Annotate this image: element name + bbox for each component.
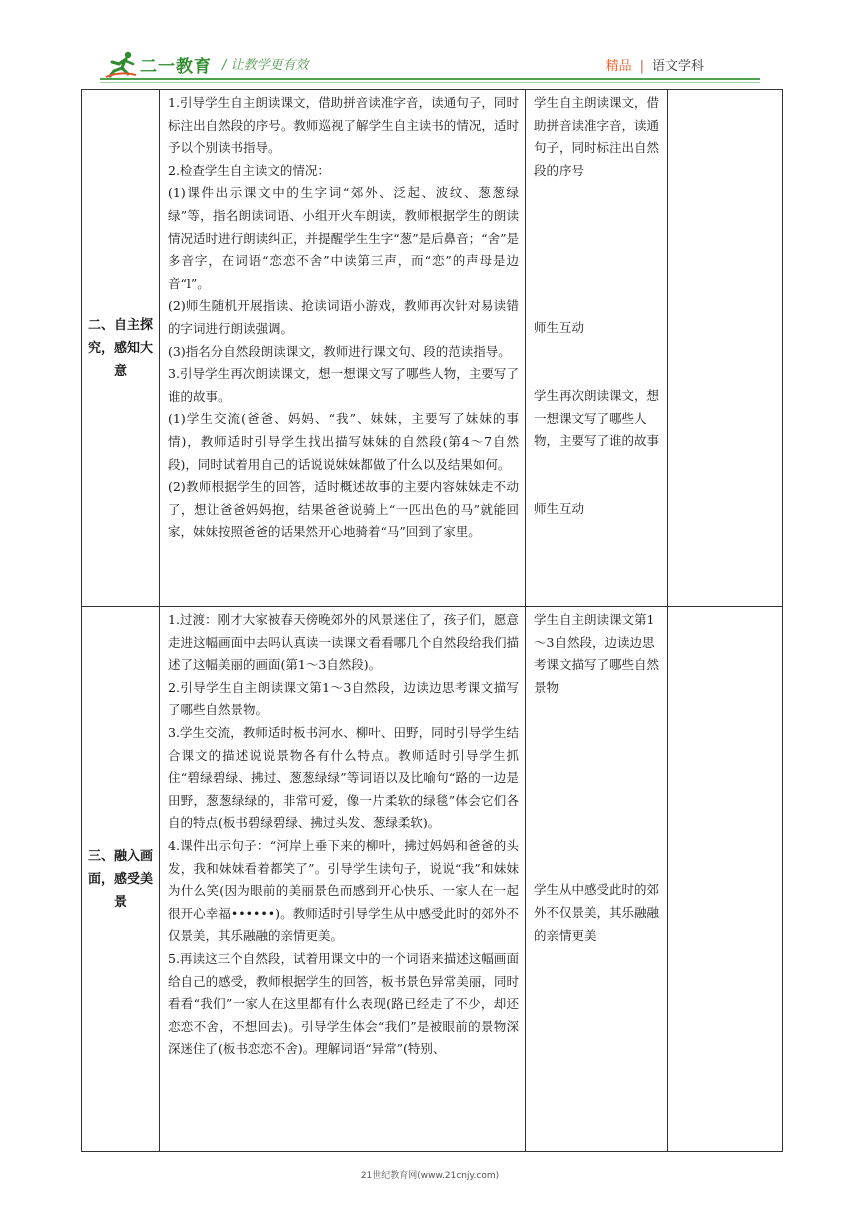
notes-cell: [668, 90, 783, 607]
stage-cell: 二、自主探究，感知大意: [82, 90, 160, 607]
notes-cell: [668, 607, 783, 1152]
teacher-step: (2)教师根据学生的回答，适时概述故事的主要内容妹妹走不动了，想让爸爸妈妈抱，结果爸爸说骑上“一匹出色的马”就能回家，妹妹按照爸爸的话果然开心地骑着“马”回到了家里。: [168, 479, 519, 540]
table-row: [82, 607, 783, 1152]
teacher-step: (2)师生随机开展指读、抢读词语小游戏，教师再次针对易读错的字词进行朗读强调。: [168, 298, 519, 336]
teacher-step: 1.引导学生自主朗读课文，借助拼音读准字音，读通句子，同时标注出自然段的序号。教师巡视了解学生自主读书的情况，适时予以个别读书指导。: [168, 95, 519, 156]
page-header: [0, 0, 860, 80]
teacher-step: 1.过渡：刚才大家被春天傍晚郊外的风景迷住了，孩子们，愿意走进这幅画面中去吗认真读一读课文看看哪几个自然段给我们描述了这幅美丽的画面(第1～3自然段)。: [168, 612, 519, 673]
teacher-step: 2.引导学生自主朗读课文第1～3自然段，边读边思考课文描写了哪些自然景物。: [168, 679, 519, 718]
teacher-activity-cell: [160, 607, 526, 1152]
teacher-step: (1)学生交流(爸爸、妈妈、“我”、妹妹，主要写了妹妹的事情)，教师适时引导学生找出描写妹妹的自然段(第4～7自然段)，同时试着用自己的话说说妹妹都做了什么以及结果如何。: [168, 411, 519, 472]
stage-cell: 三、融入画面，感受美景: [82, 607, 160, 1152]
header-meta: [606, 55, 704, 74]
teacher-step: 5.再读这三个自然段，试着用课文中的一个词语来描述这幅画面给自己的感受，教师根据学生的回答，板书景色异常美丽，同时看看“我们”一家人在这里都有什么表现(路已经走了不少，却还恋恋不舍，不想回去)。引导学生体会“我们”是被眼前的景物深深迷住了(板书恋恋不舍)。理解词语“异常”(特别、: [168, 950, 519, 1057]
header-divider-thin: [100, 82, 760, 83]
student-activity: 学生自主朗读课文第1～3自然段，边读边思考课文描写了哪些自然景物: [534, 612, 660, 695]
header-separator: |: [639, 59, 644, 74]
student-activity-cell: [526, 90, 668, 607]
lesson-table: [81, 89, 783, 1152]
slogan: / 让教学更有效: [222, 58, 309, 73]
student-activity: 学生从中感受此时的郊外不仅景美，其乐融融的亲情更美: [534, 882, 660, 943]
student-activity: 师生互动: [534, 320, 585, 336]
table-row: [82, 90, 783, 607]
teacher-step: 4.课件出示句子：“河岸上垂下来的柳叶，拂过妈妈和爸爸的头发，我和妹妹看着都笑了”。引导学生读句子，说说“我”和妹妹为什么笑(因为眼前的美丽景色而感到开心快乐、一家人在一起很开心幸福••••••)。教师适时引导学生从中感受此时的郊外不仅景美，其乐融融的亲情更美。: [168, 837, 519, 944]
header-divider: [100, 78, 760, 80]
logo-text: 二一教育: [140, 57, 212, 77]
quality-label: 精品: [605, 59, 632, 74]
logo: [104, 50, 216, 78]
teacher-step: (3)指名分自然段朗读课文，教师进行课文句、段的范读指导。: [168, 343, 511, 359]
teacher-step: 3.引导学生再次朗读课文，想一想课文写了哪些人物，主要写了谁的故事。: [168, 366, 519, 404]
student-activity-cell: [526, 607, 668, 1152]
teacher-step: 2.检查学生自主读文的情况：: [168, 162, 330, 178]
student-activity: 学生自主朗读课文，借助拼音读准字音，读通句子，同时标注出自然段的序号: [534, 95, 660, 178]
student-activity: 学生再次朗读课文，想一想课文写了哪些人物，主要写了谁的故事: [534, 387, 660, 449]
page-footer: 21世纪教育网(www.21cnjy.com): [360, 1171, 500, 1181]
student-activity: 师生互动: [534, 500, 585, 516]
teacher-step: (1)课件出示课文中的生字词“郊外、泛起、波纹、葱葱绿绿”等，指名朗读词语、小组开火车朗读，教师根据学生的朗读情况适时进行朗读纠正，并提醒学生生字“葱”是后鼻音；“舍”是多音字，在词语“恋恋不舍”中读第三声，而“恋”的声母是边音“l”。: [168, 185, 519, 291]
teacher-step: 3.学生交流，教师适时板书河水、柳叶、田野，同时引导学生结合课文的描述说说景物各有什么特点。教师适时引导学生抓住“碧绿碧绿、拂过、葱葱绿绿”等词语以及比喻句“路的一边是田野，葱葱绿绿的，非常可爱，像一片柔软的绿毯”体会它们各自的特点(板书碧绿碧绿、拂过头发、葱绿柔软)。: [168, 724, 519, 831]
runner-logo-icon: [104, 50, 138, 78]
subject-label: 语文学科: [651, 59, 704, 74]
teacher-activity-cell: [160, 90, 526, 607]
